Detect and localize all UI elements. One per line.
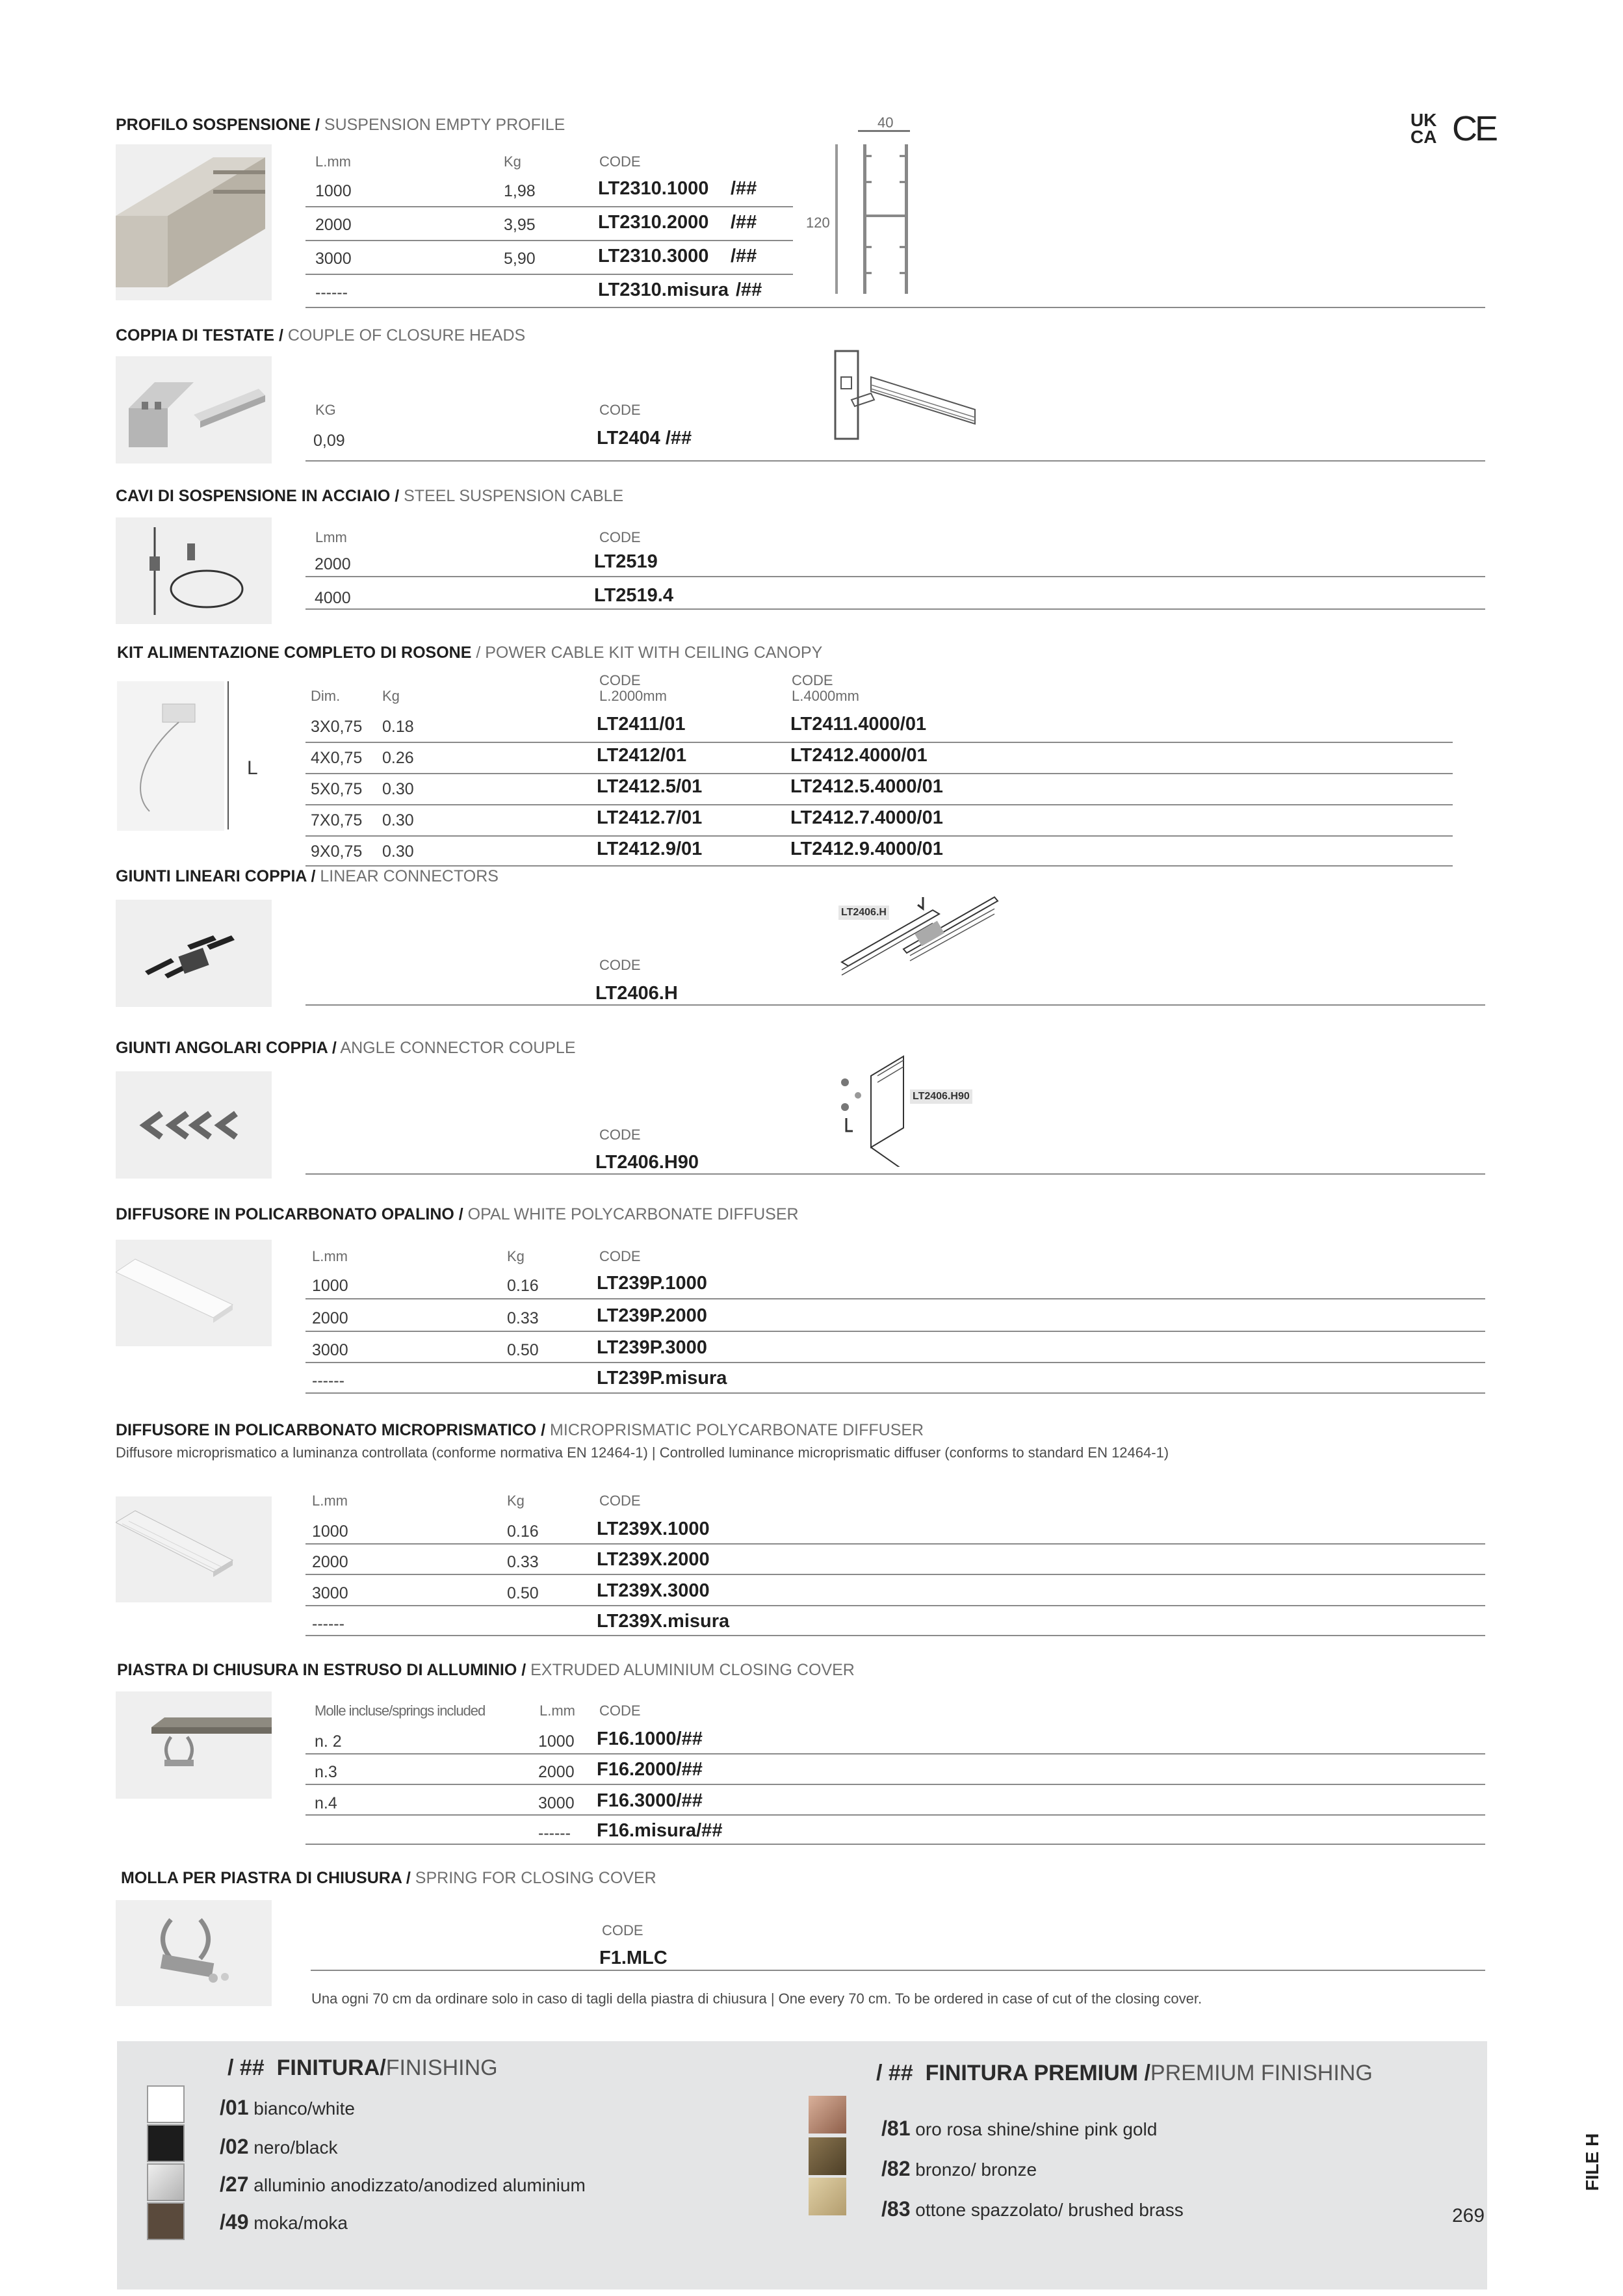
section-title-linear-connectors	[116, 867, 499, 886]
table-cell-length: 2000	[312, 1309, 348, 1327]
finish-swatch-brushed-brass	[809, 2178, 846, 2215]
product-photo-closing-cover	[116, 1691, 272, 1799]
finish-label-pink-gold	[881, 2117, 1157, 2141]
section-title-en: / POWER CABLE KIT WITH CEILING CANOPY	[471, 644, 823, 662]
finish-name: oro rosa shine/shine pink gold	[910, 2119, 1158, 2139]
row-divider	[305, 206, 793, 207]
section-divider	[305, 1173, 1485, 1175]
finish-code: /49	[220, 2210, 249, 2234]
col-header-code: CODE	[599, 153, 641, 170]
section-title-microprismatic-diffuser	[116, 1421, 924, 1440]
table-cell-code: LT2310.3000	[598, 246, 709, 267]
table-cell-code: F16.1000/##	[597, 1729, 703, 1749]
finish-swatch-aluminium	[147, 2163, 185, 2201]
table-cell-suffix: /##	[736, 280, 762, 300]
table-cell-kg: 0,09	[313, 432, 345, 450]
section-title-en: EXTRUDED ALUMINIUM CLOSING COVER	[526, 1661, 855, 1679]
table-cell-code: LT239P.2000	[597, 1305, 707, 1326]
linear-drawing-label: LT2406.H	[838, 906, 889, 920]
table-cell-springs: n.4	[315, 1794, 337, 1812]
table-cell-code: LT2406.H	[595, 983, 678, 1004]
table-cell-code: LT2412.9.4000/01	[790, 839, 943, 859]
table-cell-length: 3000	[538, 1794, 575, 1812]
table-cell-code: LT2310.2000	[598, 212, 709, 233]
section-title-it: GIUNTI ANGOLARI COPPIA /	[116, 1039, 337, 1057]
finish-swatch-moka	[147, 2202, 185, 2240]
row-divider	[305, 1331, 1485, 1332]
table-cell-kg: 0.30	[382, 780, 414, 798]
table-cell-kg: 0.50	[507, 1341, 539, 1359]
col-header-length: L.mm	[312, 1493, 348, 1509]
table-cell-code: LT239P.misura	[597, 1368, 727, 1389]
section-divider	[305, 307, 1485, 308]
table-cell-length: 1000	[538, 1732, 575, 1751]
ukca-mark	[1410, 112, 1447, 146]
table-cell-code: LT2406.H90	[595, 1152, 699, 1173]
col-header-kg: Kg	[507, 1248, 525, 1264]
table-cell-dim: 4X0,75	[311, 749, 363, 767]
ce-mark: CE	[1452, 109, 1496, 148]
section-title-en: ANGLE CONNECTOR COUPLE	[336, 1039, 576, 1057]
row-divider	[305, 1574, 1485, 1575]
finishing-prefix: / ##	[227, 2055, 265, 2080]
table-cell-kg: 0.26	[382, 749, 414, 767]
section-title-it: MOLLA PER PIASTRA DI CHIUSURA /	[121, 1869, 411, 1887]
col-header-code: CODE	[599, 1248, 641, 1264]
table-cell-code: LT2310.1000	[598, 178, 709, 199]
table-cell-length: 4000	[315, 589, 351, 607]
table-cell-dim: 3X0,75	[311, 718, 363, 736]
table-cell-code: F16.misura/##	[597, 1820, 723, 1841]
section-title-en: COUPLE OF CLOSURE HEADS	[283, 326, 526, 345]
section-title-en: OPAL WHITE POLYCARBONATE DIFFUSER	[463, 1205, 799, 1223]
table-cell-code: LT2412.7.4000/01	[790, 807, 943, 828]
table-cell-code: F16.2000/##	[597, 1759, 703, 1780]
col-header-code: CODE	[602, 1922, 643, 1938]
product-photo-steel-cable	[116, 517, 272, 624]
col-header-code: CODE	[599, 957, 641, 973]
section-title-en: STEEL SUSPENSION CABLE	[399, 487, 624, 505]
product-photo-opal-diffuser	[116, 1240, 272, 1346]
product-photo-spring	[116, 1900, 272, 2006]
section-title-it: COPPIA DI TESTATE /	[116, 326, 283, 345]
section-title-it: PIASTRA DI CHIUSURA IN ESTRUSO DI ALLUMINIO /	[117, 1661, 526, 1679]
col-header-kg: KG	[315, 402, 336, 418]
col-header-kg: Kg	[504, 153, 521, 170]
section-title-power-cable-kit	[117, 644, 822, 662]
section-title-closing-cover	[117, 1661, 855, 1680]
finish-label-brushed-brass	[881, 2197, 1184, 2221]
table-cell-code: F16.3000/##	[597, 1790, 703, 1811]
table-cell-springs: n.3	[315, 1763, 337, 1781]
row-divider	[305, 1543, 1485, 1545]
table-cell-length: 1000	[312, 1522, 348, 1541]
row-divider	[305, 835, 1453, 837]
table-cell-suffix: /##	[731, 212, 757, 233]
section-divider	[305, 1004, 1485, 1006]
table-cell-dim: 5X0,75	[311, 780, 363, 798]
table-cell-code: F1.MLC	[599, 1948, 668, 1968]
table-cell-length: ------	[312, 1615, 344, 1633]
finish-swatch-white	[147, 2085, 185, 2123]
table-cell-springs: n. 2	[315, 1732, 342, 1751]
finishing-subtitle: FINISHING	[385, 2055, 498, 2080]
standard-finishing-heading	[227, 2055, 498, 2081]
col-header-code-2000: CODE	[599, 672, 641, 688]
row-divider	[305, 240, 793, 241]
table-cell-length: 2000	[315, 555, 351, 573]
section-title-closure-heads	[116, 326, 525, 345]
table-cell-code: LT2404 /##	[597, 428, 692, 449]
col-header-code: CODE	[599, 1127, 641, 1143]
col-header-length-2000: L.2000mm	[599, 688, 667, 704]
product-photo-closure-heads	[116, 356, 272, 463]
section-title-it: PROFILO SOSPENSIONE /	[116, 116, 320, 134]
dimension-height-label: 120	[806, 215, 830, 231]
opal-diffuser-image	[116, 1240, 272, 1346]
table-cell-kg: 3,95	[504, 216, 536, 234]
product-photo-profile	[116, 144, 272, 300]
col-header-code: CODE	[599, 402, 641, 418]
closure-heads-drawing	[832, 338, 981, 449]
row-divider	[305, 1784, 1485, 1785]
table-cell-code: LT2519.4	[594, 585, 673, 606]
table-cell-suffix: /##	[731, 246, 757, 267]
section-divider	[305, 608, 1485, 610]
section-title-steel-cable	[116, 487, 623, 506]
closing-cover-image	[116, 1691, 272, 1799]
col-header-length: L.mm	[312, 1248, 348, 1264]
table-cell-kg: 0.16	[507, 1522, 539, 1541]
table-cell-code: LT2412.9/01	[597, 839, 703, 859]
table-cell-length: 1000	[312, 1277, 348, 1295]
col-header-kg: Kg	[507, 1493, 525, 1509]
row-divider	[305, 1362, 1485, 1363]
section-divider	[305, 1635, 1485, 1636]
table-cell-length: ------	[315, 283, 348, 302]
finish-code: /81	[881, 2117, 911, 2140]
table-cell-length: 3000	[312, 1341, 348, 1359]
table-cell-length: 1000	[315, 182, 352, 200]
section-title-en: LINEAR CONNECTORS	[315, 867, 499, 885]
closure-heads-image	[116, 356, 272, 463]
finish-name: alluminio anodizzato/anodized aluminium	[248, 2175, 586, 2195]
row-divider	[305, 804, 1453, 805]
finish-swatch-black	[147, 2124, 185, 2162]
table-cell-kg: 0.30	[382, 842, 414, 861]
col-header-kg: Kg	[382, 688, 400, 704]
table-cell-kg: 0.50	[507, 1584, 539, 1602]
finish-name: ottone spazzolato/ brushed brass	[910, 2200, 1184, 2220]
finish-label-bronze	[881, 2157, 1037, 2181]
table-cell-length: ------	[538, 1824, 571, 1842]
finish-label-moka	[220, 2210, 348, 2234]
section-title-spring	[121, 1869, 656, 1888]
section-title-en: MICROPRISMATIC POLYCARBONATE DIFFUSER	[545, 1421, 924, 1439]
finish-swatch-bronze	[809, 2137, 846, 2175]
table-cell-code: LT2310.misura	[598, 280, 729, 300]
row-divider	[305, 274, 793, 275]
row-divider	[305, 1753, 1485, 1755]
table-cell-length: ------	[312, 1372, 344, 1390]
finish-label-aluminium	[220, 2172, 586, 2197]
col-header-dim: Dim.	[311, 688, 341, 704]
table-cell-code: LT2411/01	[597, 714, 686, 735]
product-photo-angle-connectors	[116, 1071, 272, 1179]
col-header-springs: Molle incluse/springs included	[315, 1702, 486, 1719]
finishing-subtitle: PREMIUM FINISHING	[1150, 2061, 1373, 2085]
table-cell-code: LT2519	[594, 551, 658, 572]
col-header-code: CODE	[599, 1702, 641, 1719]
finish-name: moka/moka	[248, 2213, 348, 2233]
table-cell-length: 3000	[312, 1584, 348, 1602]
length-label: L	[247, 757, 258, 779]
angle-connectors-image	[116, 1071, 272, 1179]
premium-finishing-heading	[876, 2061, 1373, 2086]
product-photo-microprismatic-diffuser	[116, 1496, 272, 1602]
section-description: Diffusore microprismatico a luminanza controllata (conforme normativa EN 12464-1) | Controlled luminance microprismatic diffuser (conforms to standard EN 12464-1)	[116, 1444, 1169, 1461]
col-header-code: CODE	[599, 1493, 641, 1509]
col-header-length: Lmm	[315, 529, 347, 545]
angle-connector-drawing	[832, 1030, 949, 1167]
product-photo-power-cable-kit	[117, 681, 224, 831]
table-cell-length: 3000	[315, 250, 352, 268]
finish-name: bronzo/ bronze	[910, 2159, 1037, 2180]
table-cell-code: LT239X.2000	[597, 1549, 710, 1570]
table-cell-dim: 7X0,75	[311, 811, 363, 829]
section-title-it: CAVI DI SOSPENSIONE IN ACCIAIO /	[116, 487, 400, 505]
row-divider	[305, 773, 1453, 774]
row-divider	[305, 1605, 1485, 1606]
ordering-note: Una ogni 70 cm da ordinare solo in caso di tagli della piastra di chiusura | One every 70 cm. To be ordered in case of cut of the closing cover.	[311, 1990, 1202, 2007]
power-cable-image	[117, 681, 224, 831]
table-cell-kg: 1,98	[504, 182, 536, 200]
finishing-prefix: / ##	[876, 2061, 913, 2085]
section-divider	[311, 1970, 1485, 1971]
linear-connectors-image	[116, 900, 272, 1007]
table-cell-kg: 0.33	[507, 1553, 539, 1571]
finish-code: /02	[220, 2135, 249, 2158]
finish-name: nero/black	[248, 2137, 338, 2158]
col-header-length: L.mm	[539, 1702, 575, 1719]
table-cell-kg: 0.18	[382, 718, 414, 736]
table-cell-length: 2000	[315, 216, 352, 234]
table-cell-code: LT2412.5.4000/01	[790, 776, 943, 797]
profile-section-drawing	[832, 130, 916, 299]
col-header-length: L.mm	[315, 153, 351, 170]
finish-code: /83	[881, 2197, 911, 2221]
table-cell-code: LT239P.1000	[597, 1273, 707, 1294]
linear-connector-drawing	[838, 891, 1001, 995]
angle-drawing-label: LT2406.H90	[910, 1089, 972, 1104]
col-header-code-4000: CODE	[792, 672, 833, 688]
finish-code: /01	[220, 2096, 249, 2119]
table-cell-dim: 9X0,75	[311, 842, 363, 861]
table-cell-kg: 0.33	[507, 1309, 539, 1327]
section-divider	[305, 460, 1485, 462]
table-cell-code: LT2411.4000/01	[790, 714, 927, 735]
spring-image	[116, 1900, 272, 2006]
row-divider	[305, 742, 1453, 743]
table-cell-length: 2000	[312, 1553, 348, 1571]
finishing-panel	[117, 2041, 1487, 2289]
table-cell-code: LT2412/01	[597, 745, 687, 766]
table-cell-code: LT239X.3000	[597, 1580, 710, 1601]
section-title-suspension-profile	[116, 116, 565, 135]
table-cell-suffix: /##	[731, 178, 757, 199]
profile-image	[116, 144, 272, 300]
microprismatic-diffuser-image	[116, 1496, 272, 1602]
table-cell-length: 2000	[538, 1763, 575, 1781]
table-cell-kg: 5,90	[504, 250, 536, 268]
section-title-opal-diffuser	[116, 1205, 799, 1224]
table-cell-code: LT239X.1000	[597, 1519, 710, 1539]
col-header-code: CODE	[599, 529, 641, 545]
section-divider	[305, 1392, 1485, 1394]
finish-label-black	[220, 2135, 337, 2159]
finishing-title: FINITURA PREMIUM /	[925, 2061, 1150, 2085]
section-title-en: SUSPENSION EMPTY PROFILE	[319, 116, 565, 134]
section-title-it: GIUNTI LINEARI COPPIA /	[116, 867, 316, 885]
table-cell-code: LT2412.7/01	[597, 807, 703, 828]
section-title-it: DIFFUSORE IN POLICARBONATO OPALINO /	[116, 1205, 463, 1223]
table-cell-code: LT2412.4000/01	[790, 745, 928, 766]
page-number: 269	[1452, 2205, 1485, 2226]
table-cell-code: LT239P.3000	[597, 1337, 707, 1358]
steel-cable-image	[116, 517, 272, 624]
table-cell-code: LT239X.misura	[597, 1611, 730, 1632]
dimension-width-label: 40	[877, 114, 894, 131]
section-divider	[305, 1844, 1485, 1845]
finish-label-white	[220, 2096, 355, 2120]
section-title-it: DIFFUSORE IN POLICARBONATO MICROPRISMATICO /	[116, 1421, 546, 1439]
table-cell-kg: 0.16	[507, 1277, 539, 1295]
finish-code: /27	[220, 2172, 249, 2196]
table-cell-code: LT2412.5/01	[597, 776, 703, 797]
row-divider	[305, 865, 1453, 867]
length-bracket	[227, 681, 229, 829]
row-divider	[305, 576, 1485, 577]
product-photo-linear-connectors	[116, 900, 272, 1007]
ukca-mark-text: UK CA	[1410, 110, 1437, 147]
row-divider	[305, 1814, 1485, 1816]
row-divider	[305, 1298, 1485, 1299]
side-section-label: FILE H	[1582, 2133, 1602, 2191]
finish-swatch-pink-gold	[809, 2096, 846, 2133]
section-title-en: SPRING FOR CLOSING COVER	[410, 1869, 656, 1887]
section-title-it: KIT ALIMENTAZIONE COMPLETO DI ROSONE	[117, 644, 472, 662]
finish-name: bianco/white	[248, 2098, 355, 2119]
col-header-length-4000: L.4000mm	[792, 688, 859, 704]
finish-code: /82	[881, 2157, 911, 2180]
finishing-title: FINITURA/	[276, 2055, 386, 2080]
section-title-angle-connectors	[116, 1039, 576, 1058]
table-cell-kg: 0.30	[382, 811, 414, 829]
